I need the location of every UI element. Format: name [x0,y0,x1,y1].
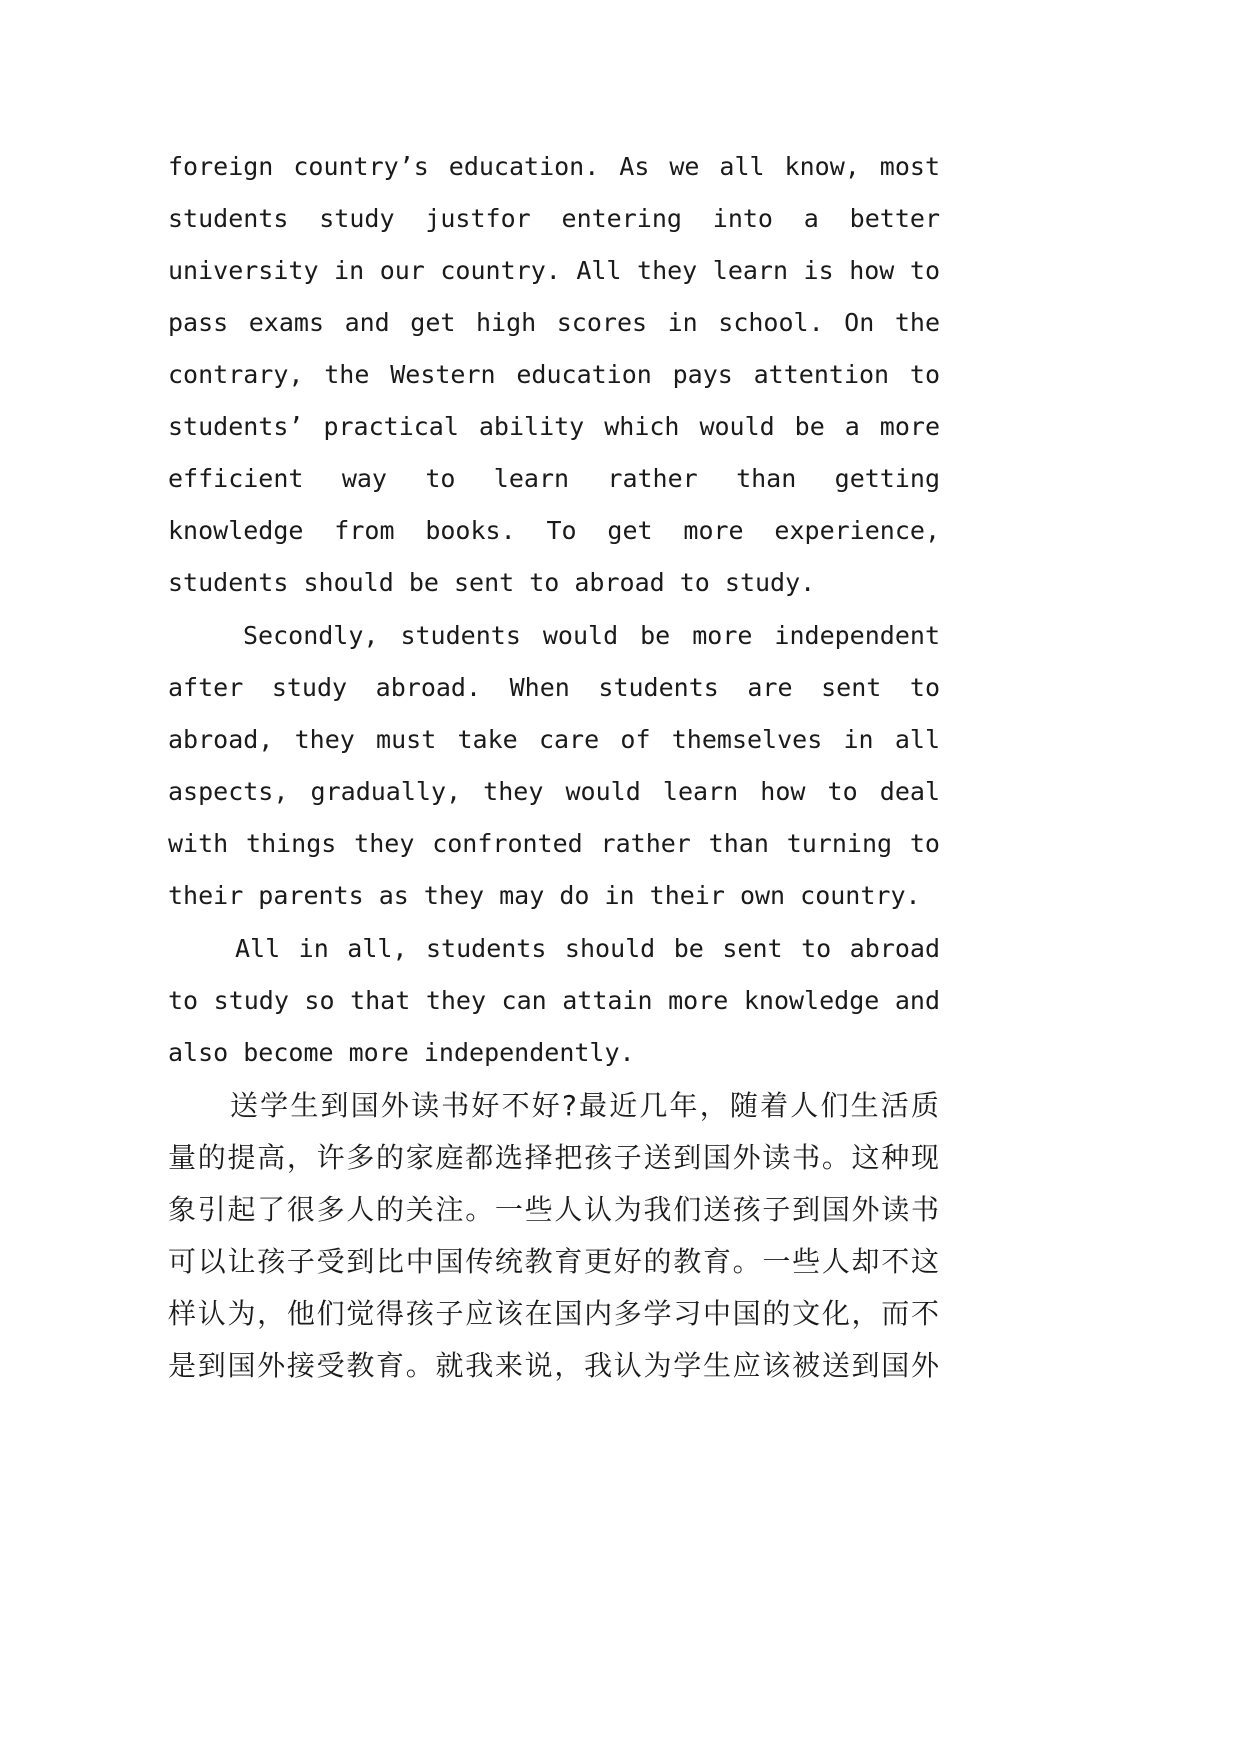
text-line: also become more independently. [168,1038,635,1067]
text-line: efficient way to learn rather than getting [168,464,940,493]
text-line: 是到国外接受教育。就我来说，我认为学生应该被送到国外 [168,1349,940,1382]
text-line: their parents as they may do in their own country. [168,881,921,910]
text-line: 量的提高，许多的家庭都选择把孩子送到国外读书。这种现 [168,1141,940,1174]
text-line: students should be sent to abroad to study. [168,568,816,597]
text-line: aspects, gradually, they would learn how to deal [168,777,940,806]
text-line: 可以让孩子受到比中国传统教育更好的教育。一些人却不这 [168,1245,940,1278]
paragraph-first-line: All in all, students should be sent to abroad [235,934,940,963]
text-line: 象引起了很多人的关注。一些人认为我们送孩子到国外读书 [168,1193,940,1226]
text-line: to study so that they can attain more knowledge and [168,986,940,1015]
text-line: contrary, the Western education pays attention to [168,360,940,389]
text-line: students’ practical ability which would be a more [168,412,940,441]
text-line: students study justfor entering into a better [168,204,940,233]
text-line: with things they confronted rather than turning to [168,829,940,858]
paragraph-first-line: Secondly, students would be more independent [243,621,940,650]
text-line: abroad, they must take care of themselves in all [168,725,940,754]
paragraph-first-line: 送学生到国外读书好不好?最近几年，随着人们生活质 [230,1089,940,1122]
text-line: after study abroad. When students are sent to [168,673,940,702]
text-line: 样认为，他们觉得孩子应该在国内多学习中国的文化，而不 [168,1297,940,1330]
text-line: knowledge from books. To get more experience, [168,516,940,545]
text-line: pass exams and get high scores in school. On the [168,308,940,337]
text-line: university in our country. All they learn is how to [168,256,940,285]
text-line: foreign country’s education. As we all know, most [168,152,940,181]
